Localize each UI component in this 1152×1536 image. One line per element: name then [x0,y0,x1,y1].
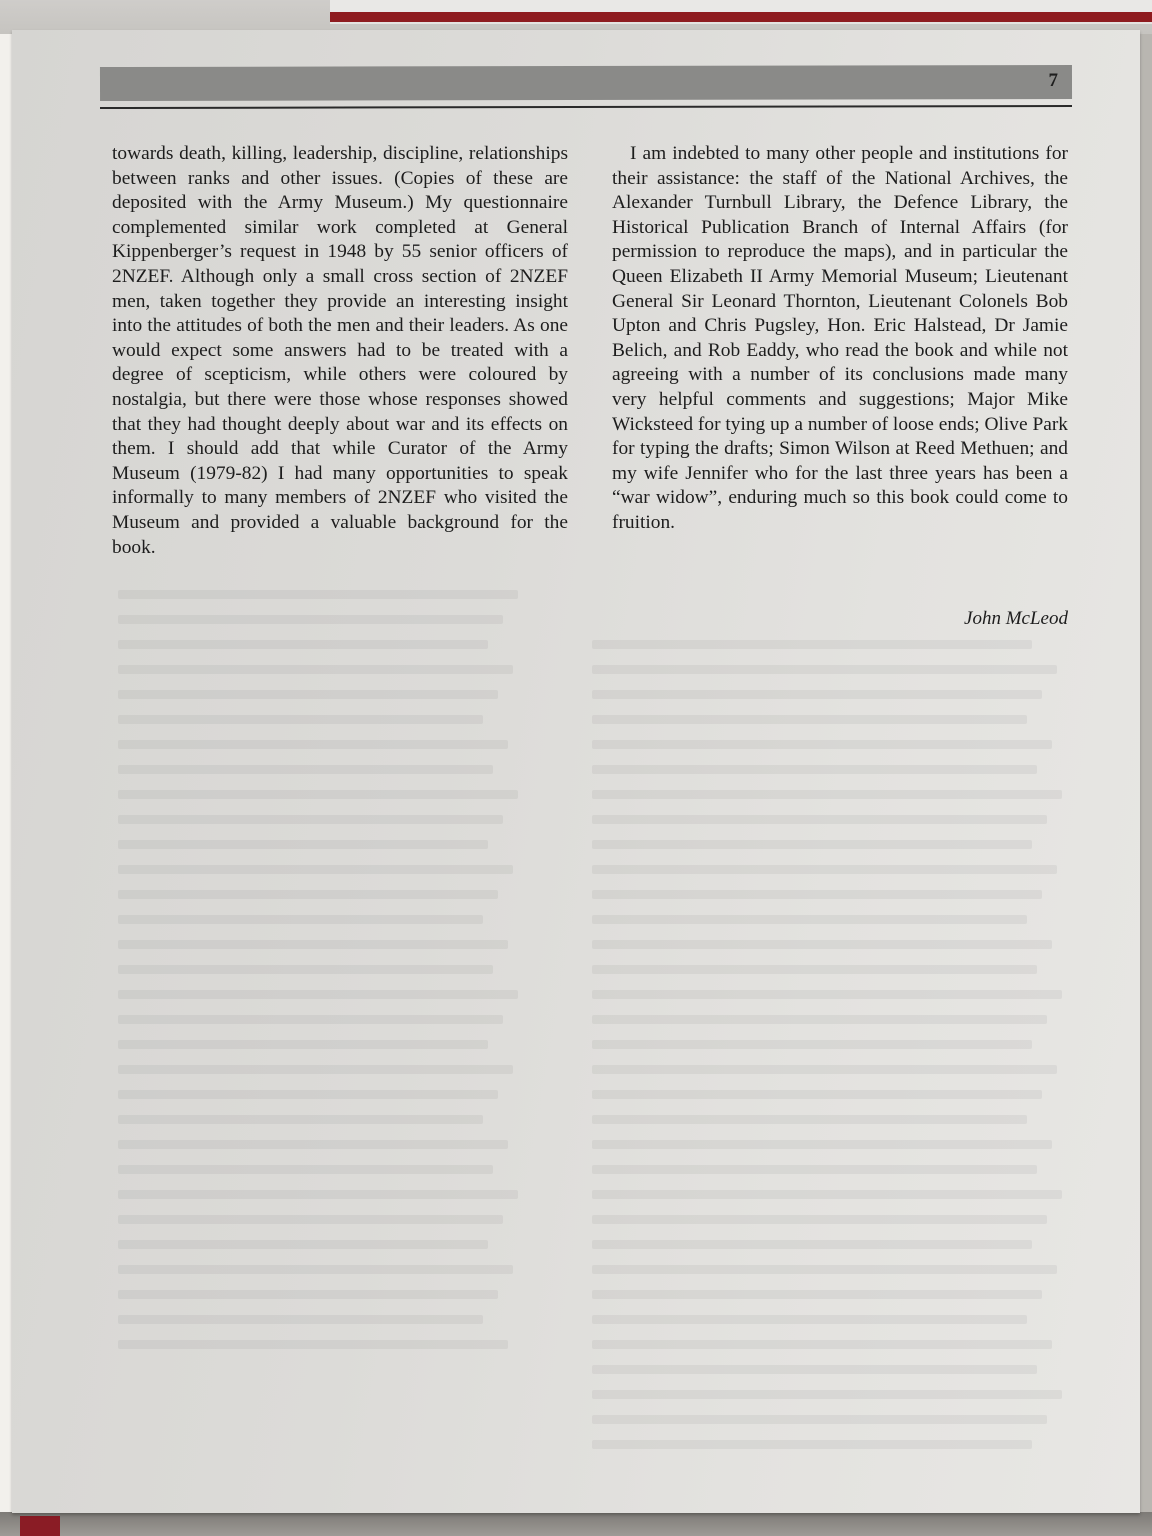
showthrough-line [118,965,493,974]
showthrough-line [592,890,1042,899]
showthrough-line [592,690,1042,699]
showthrough-line [118,840,488,849]
showthrough-line [118,615,503,624]
showthrough-line [118,640,488,649]
showthrough-line [118,665,513,674]
showthrough-line [592,790,1062,799]
author-signature: John McLeod [964,608,1068,629]
showthrough-line [592,840,1032,849]
showthrough-line [118,1265,513,1274]
right-column [612,142,1068,536]
showthrough-line [592,940,1052,949]
showthrough-line [592,1365,1037,1374]
showthrough-line [118,1240,488,1249]
showthrough-line [592,990,1062,999]
showthrough-line [118,715,483,724]
showthrough-line [118,915,483,924]
showthrough-line [592,965,1037,974]
showthrough-line [118,1340,508,1349]
showthrough-line [592,740,1052,749]
left-column [112,142,568,560]
showthrough-line [118,990,518,999]
showthrough-line [118,1215,503,1224]
showthrough-line [592,1415,1047,1424]
showthrough-line [118,1090,498,1099]
showthrough-line [118,865,513,874]
showthrough-line [118,1140,508,1149]
book-cover-corner [20,1516,60,1536]
showthrough-line [118,765,493,774]
showthrough-line [592,915,1027,924]
acknowledgements-paragraph: I am indebted to many other people and institutions for their assistance: the staff of the National Archives, the Alexander Turnbull Library, the Defence Library, the Historical Publication Branch of Internal Affairs (for permission to reproduce the maps), and in particular the Queen Elizabeth II Army Memorial Museum; Lieutenant General Sir Leonard Thornton, Lieutenant Colonels Bob Upton and Chris Pugsley, Hon. Eric Halstead, Dr Jamie Belich, and Rob Eaddy, who read the book and while not agreeing with a number of its conclusions made many very helpful comments and suggestions; Major Mike Wicksteed for tying up a number of loose ends; Olive Park for typing the drafts; Simon Wilson at Reed Methuen; and my wife Jennifer who for the last three years has been a “war widow”, enduring much so this book could come to fruition. [612,143,1068,533]
showthrough-line [118,1065,513,1074]
showthrough-line [592,1290,1042,1299]
showthrough-line [592,665,1057,674]
showthrough-line [118,1290,498,1299]
book-cover-edge-bottom [0,1512,1152,1536]
showthrough-line [592,815,1047,824]
showthrough-line [118,815,503,824]
showthrough-line [592,1115,1027,1124]
showthrough-line [592,1015,1047,1024]
showthrough-line [592,765,1037,774]
showthrough-line [592,1065,1057,1074]
book-cover-edge-top [330,0,1152,24]
showthrough-line [592,865,1057,874]
page-number: 7 [1048,70,1059,92]
showthrough-line [592,640,1032,649]
showthrough-line [118,740,508,749]
showthrough-line [118,890,498,899]
showthrough-line [592,1090,1042,1099]
showthrough-line [118,1115,483,1124]
showthrough-line [592,1165,1037,1174]
showthrough-line [592,1190,1062,1199]
showthrough-line [592,1215,1047,1224]
showthrough-line [118,1315,483,1324]
showthrough-line [592,1140,1052,1149]
showthrough-line [118,690,498,699]
showthrough-line [118,1040,488,1049]
showthrough-line [592,1340,1052,1349]
showthrough-line [118,1165,493,1174]
showthrough-line [118,790,518,799]
book-page [12,30,1140,1513]
showthrough-line [118,1190,518,1199]
showthrough-line [592,1240,1032,1249]
header-rule [100,105,1072,109]
running-header-band [100,65,1072,101]
showthrough-line [592,1440,1032,1449]
showthrough-line [592,715,1027,724]
showthrough-line [592,1040,1032,1049]
showthrough-line [118,1015,503,1024]
showthrough-line [592,1315,1027,1324]
showthrough-line [118,940,508,949]
showthrough-line [592,1265,1057,1274]
left-column-paragraph: towards death, killing, leadership, discipline, relationships between ranks and other issues. (Copies of these are deposited with the Army Museum.) My questionnaire complemented similar work completed at General Kippenberger’s request in 1948 by 55 senior officers of 2NZEF. Although only a small cross section of 2NZEF men, taken together they provide an interesting insight into the attitudes of both the men and their leaders. As one would expect some answers had to be treated with a degree of scepticism, while others were coloured by nostalgia, but there were those whose responses showed that they had thought deeply about war and its effects on them. I should add that while Curator of the Army Museum (1979-82) I had many opportunities to speak informally to many members of 2NZEF who visited the Museum and provided a valuable background for the book. [112,143,568,558]
showthrough-line [592,1390,1062,1399]
showthrough-line [118,590,518,599]
